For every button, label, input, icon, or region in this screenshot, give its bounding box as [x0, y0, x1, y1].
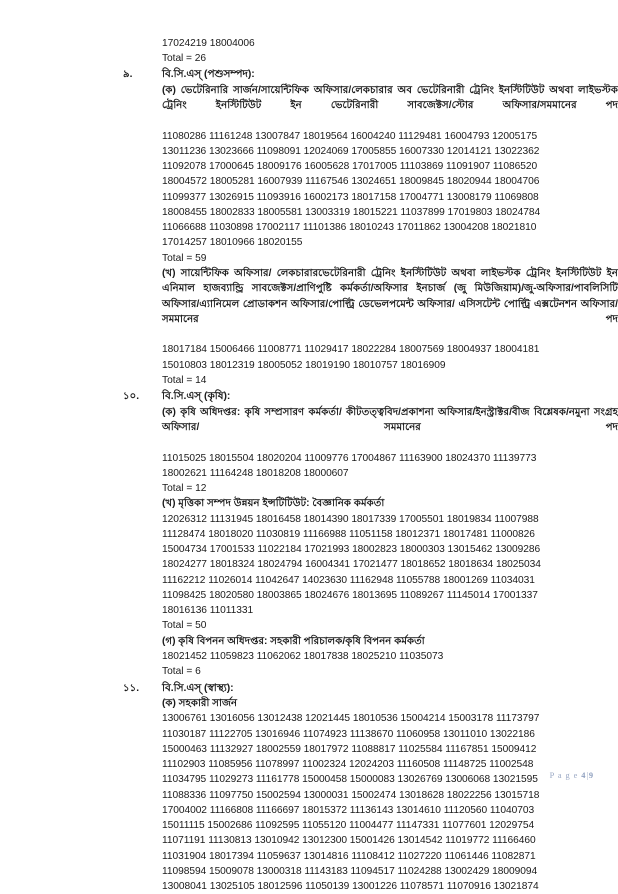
section-number: ১০.: [123, 391, 140, 403]
subsection-ka: [162, 83, 618, 266]
roll-line: 13006761 13016056 13012438 12021445 18010536 15004214 15003178 11173797: [162, 713, 540, 725]
roll-line: 11092078 17000645 18009176 16005628 17017005 11103869 11091907 11086520: [162, 161, 538, 173]
page-footer: [550, 771, 594, 780]
roll-line: 11071191 11130813 13010942 13012300 15001426 13014542 11019772 11166460: [162, 835, 536, 847]
subsection-total: Total = 59: [162, 252, 207, 264]
roll-line: 11088336 11097750 15002594 13000031 15002474 13018628 18022256 13015718: [162, 789, 540, 801]
orphan-roll-line: 17024219 18004006: [162, 38, 255, 49]
footer-current-page: 4: [581, 771, 587, 780]
roll-line: 11098425 18020580 18003865 18024676 18013695 11089267 11145014 17001337: [162, 589, 538, 601]
roll-line: 13011236 13023666 11098091 12024069 17005855 16007330 12014121 13022362: [162, 145, 540, 157]
subsection-total: Total = 14: [162, 374, 207, 386]
roll-line: 17014257 18010966 18020155: [162, 237, 303, 249]
subsection-ka: [162, 696, 618, 894]
section-bcs-health: [123, 681, 618, 894]
subsection-total: Total = 12: [162, 483, 207, 495]
roll-line: 11128474 18018020 11030819 11166988 11051158 18012371 18017481 11000826: [162, 528, 535, 540]
section-number: ১১.: [123, 682, 140, 694]
subsection-kha: [162, 496, 618, 633]
roll-line: 18008455 18002833 18005581 13003319 18015221 11037899 17019803 18024784: [162, 206, 541, 218]
section-title: বি.সি.এস্ (স্বাস্থ্য):: [162, 682, 234, 694]
section-title: বি.সি.এস্ (কৃষি):: [162, 391, 231, 403]
section-title: বি.সি.এস্ (পশুসম্পদ):: [162, 69, 255, 81]
subsection-kha: [162, 266, 618, 388]
section-bcs-agriculture: [123, 389, 618, 679]
roll-line: 11099377 13026915 11093916 16002173 18017158 17004771 13008179 11069808: [162, 191, 539, 203]
roll-line: 15000463 11132927 18002559 18017972 11088817 11025584 11167851 15009412: [162, 743, 537, 755]
roll-line: 11098594 15009078 13000318 11143183 11094517 11024288 13002429 18009094: [162, 865, 538, 877]
roll-line: 11066688 11030898 17002117 11101386 18010243 17011862 13004208 18021810: [162, 222, 537, 234]
roll-line: 11102903 11085956 11078997 11002324 12024203 11160508 11148725 11002548: [162, 759, 534, 771]
roll-line: 11030187 11122705 13016946 11074923 11138670 11060958 13011010 13022186: [162, 728, 535, 740]
footer-label: P a g e: [549, 771, 579, 780]
roll-line: 13008041 13025105 18012596 11050139 13001226 11078571 11070916 13021874: [162, 881, 539, 893]
roll-line: 11034795 11029273 11161778 15000458 15000083 13026769 13006068 13021595: [162, 774, 538, 786]
subsection-heading: (খ) মৃত্তিকা সম্পদ উন্নয়ন ইন্সটিটিউট: বৈজ্ঞানিক কর্মকর্তা: [162, 498, 385, 510]
roll-line: 11031904 18017394 11059637 13014816 11108412 11027220 11061446 11082871: [162, 850, 536, 862]
roll-line: 18002621 11164248 18018208 18000607: [162, 467, 349, 479]
roll-line: 18021452 11059823 11062062 18017838 18025210 11035073: [162, 651, 444, 663]
roll-line: 12026312 11131945 18016458 18014390 18017339 17005501 18019834 11007988: [162, 513, 539, 525]
roll-line: 15011115 15002686 11092595 11055120 11004477 11147331 11077601 12029754: [162, 820, 535, 832]
subsection-heading: (গ) কৃষি বিপনন অধিদপ্তর: সহকারী পরিচালক/কৃষি বিপনন কর্মকর্তা: [162, 635, 425, 647]
roll-line: 11162212 11026014 11042647 14023630 11162948 11055788 18001269 11034031: [162, 574, 535, 586]
page-content: [0, 36, 618, 894]
subsection-heading: (ক) সহকারী সার্জন: [162, 697, 238, 709]
subsection-ga: [162, 634, 618, 680]
subsection-ka: [162, 405, 618, 497]
roll-line: 15004734 17001533 11022184 17021993 18002823 18000303 13015462 13009286: [162, 544, 541, 556]
roll-line: 17004002 11166808 11166697 18015372 11136143 13014610 11120560 11040703: [162, 804, 535, 816]
roll-line: 18004572 18005281 16007939 11167546 13024651 18009845 18020944 18004706: [162, 176, 540, 188]
roll-line: 11015025 18015504 18020204 11009776 17004867 11163900 18024370 11139773: [162, 452, 537, 464]
subsection-heading: (খ) সায়েন্টিফিক অফিসার/ লেকচারারভেটেরিনারী ট্রেনিং ইনস্টিটিউট অথবা লাইভস্টক ট্রেনিং ইনস্টিটিউট ইন এনিমাল হাজব্যান্ড্রি সাবজেক্টস/প্রাণিপুষ্টি কর্মকর্তা/অফিসার ইনচার্জ (জু মিউজিয়াম)/জু-অফিসার/পাবলিসিটি অফিসার/এ্যানিমেল প্রোডাকশন অফিসার/পোল্ট্রি ডেভেলপমেন্ট অফিসার/ এসিসটেন্ট পোল্ট্রি এক্সটেনশন অফিসার/ সমমানের পদ: [162, 268, 618, 325]
roll-line: 18016136 11011331: [162, 605, 254, 617]
section-number: ৯.: [123, 69, 133, 81]
footer-total-pages: 9: [588, 771, 594, 780]
footer-separator: |: [586, 771, 589, 780]
roll-line: 18024277 18018324 18024794 16004341 17021477 18018652 18018634 18025034: [162, 559, 541, 571]
roll-line: 18017184 15006466 11008771 11029417 18022284 18007569 18004937 18004181: [162, 344, 540, 356]
subsection-total: Total = 6: [162, 666, 201, 678]
roll-line: 15010803 18012319 18005052 18019190 18010757 18016909: [162, 359, 446, 371]
section-bcs-livestock: [123, 67, 618, 388]
roll-line: 11080286 11161248 13007847 18019564 16004240 11129481 16004793 12005175: [162, 130, 538, 142]
subsection-total: Total = 50: [162, 620, 207, 632]
orphan-total-line: Total = 26: [162, 53, 206, 65]
subsection-heading: (ক) কৃষি অধিদপ্তর: কৃষি সম্প্রসারণ কর্মকর্তা/ কীটতত্ত্ববিদ/প্রকাশনা অফিসার/ইনস্ট্রাক্টর/বীজ বিশ্লেষক/নমুনা সংগ্রহ অফিসার/ সমমানের পদ: [162, 406, 618, 433]
subsection-heading: (ক) ভেটেরিনারি সার্জন/সায়েন্টিফিক অফিসার/লেকচারার অব ভেটেরিনারী ট্রেনিং ইনস্টিটিউট অথবা লাইভস্টক ট্রেনিং ইনস্টিটিউট ইন ভেটেরিনারী সাবজেক্টস/স্টোর অফিসার/সমমানের পদ: [162, 84, 618, 112]
